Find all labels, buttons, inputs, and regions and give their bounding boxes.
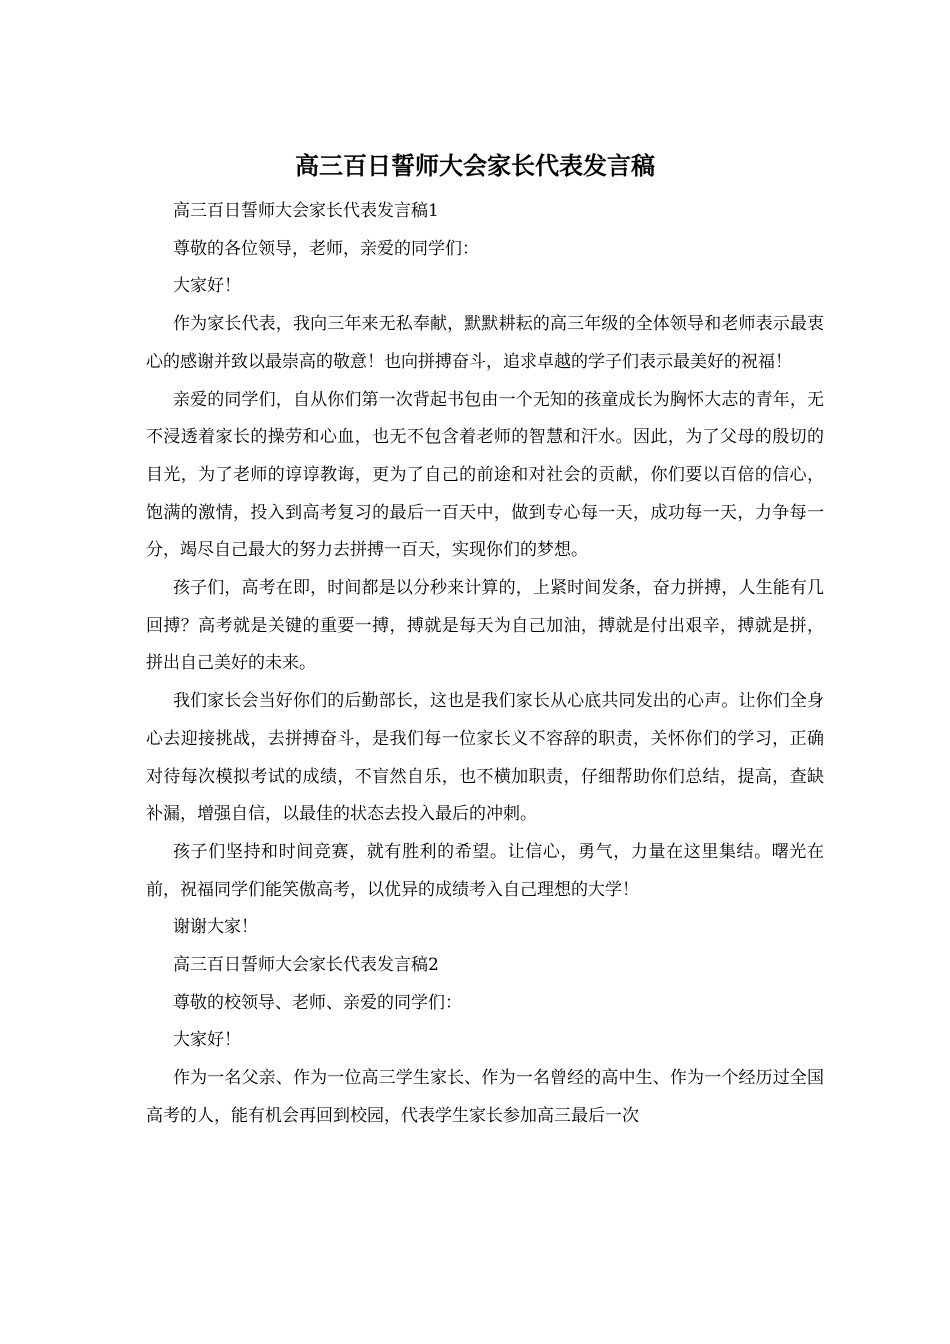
paragraph: 作为家长代表，我向三年来无私奉献，默默耕耘的高三年级的全体领导和老师表示最衷心的感谢并致以最崇高的敬意！也向拼搏奋斗，追求卓越的学子们表示最美好的祝福！ <box>146 314 824 372</box>
paragraph: 作为一名父亲、作为一位高三学生家长、作为一名曾经的高中生、作为一个经历过全国高考的人，能有机会再回到校园，代表学生家长参加高三最后一次 <box>146 1068 824 1126</box>
document-title: 高三百日誓师大会家长代表发言稿 <box>295 151 655 180</box>
greeting-2: 大家好！ <box>173 1030 241 1051</box>
heading-speech-1: 高三百日誓师大会家长代表发言稿1 <box>173 201 439 221</box>
salutation-2: 尊敬的校领导、老师、亲爱的同学们： <box>173 992 462 1013</box>
heading-speech-2: 高三百日誓师大会家长代表发言稿2 <box>173 955 439 976</box>
paragraph: 孩子们，高考在即，时间都是以分秒来计算的，上紧时间发条，奋力拼搏，人生能有几回搏？高考就是关键的重要一搏，搏就是每天为自己加油，搏就是付出艰辛，搏就是拼，拼出自己美好的未来。 <box>146 578 824 674</box>
paragraph: 孩子们坚持和时间竞赛，就有胜利的希望。让信心，勇气，力量在这里集结。曙光在前，祝福同学们能笑傲高考，以优异的成绩考入自己理想的大学！ <box>146 841 824 900</box>
paragraph: 我们家长会当好你们的后勤部长，这也是我们家长从心底共同发出的心声。让你们全身心去迎接挑战，去拼搏奋斗，是我们每一位家长义不容辞的职责，关怀你们的学习，正确对待每次模拟考试的成绩，不盲然自乐，也不横加职责，仔细帮助你们总结，提高，查缺补漏，增强自信，以最佳的状态去投入最后的冲刺。 <box>146 691 824 825</box>
closing-thanks: 谢谢大家！ <box>173 917 258 938</box>
paragraph: 亲爱的同学们，自从你们第一次背起书包由一个无知的孩童成长为胸怀大志的青年，无不浸透着家长的操劳和心血，也无不包含着老师的智慧和汗水。因此，为了父母的殷切的目光，为了老师的谆谆教诲，更为了自己的前途和对社会的贡献，你们要以百倍的信心，饱满的激情，投入到高考复习的最后一百天中，做到专心每一天，成功每一天，力争每一分，竭尽自己最大的努力去拼搏一百天，实现你们的梦想。 <box>146 389 824 561</box>
document-body <box>146 193 824 1136</box>
salutation-1: 尊敬的各位领导，老师，亲爱的同学们： <box>173 238 479 259</box>
greeting-1: 大家好！ <box>173 276 241 297</box>
